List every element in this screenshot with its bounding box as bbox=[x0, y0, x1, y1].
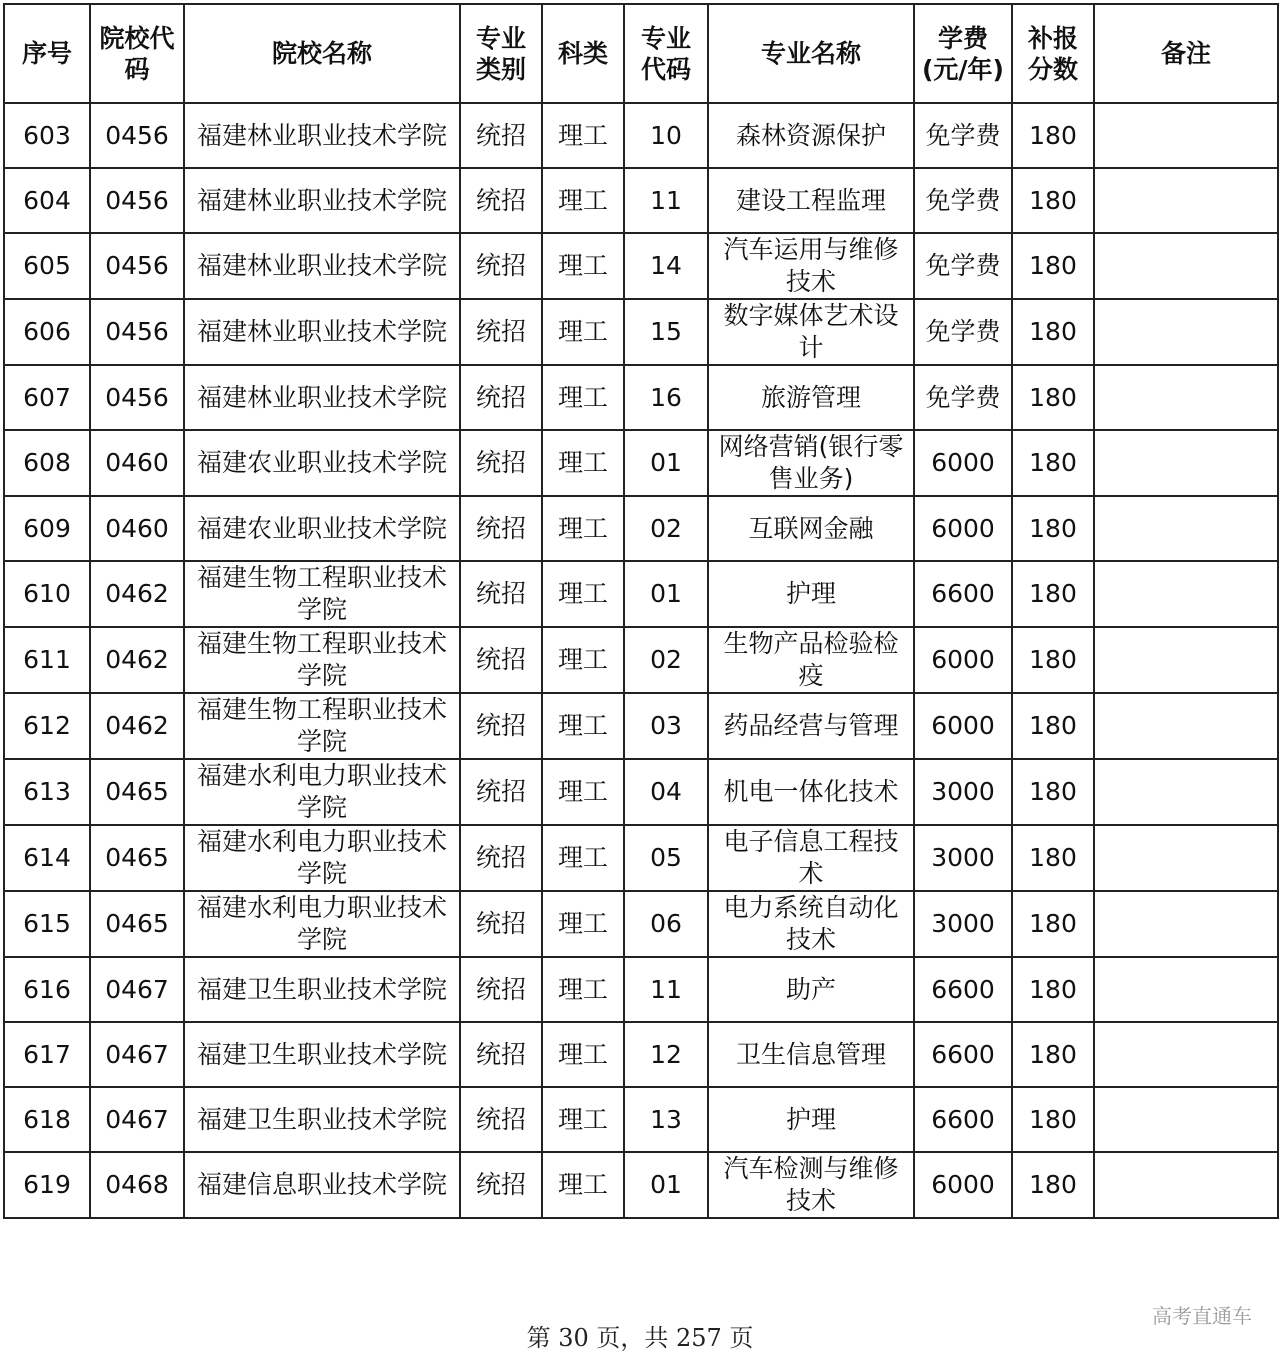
cell-major-name: 卫生信息管理 bbox=[708, 1022, 914, 1087]
cell-remarks bbox=[1094, 825, 1278, 891]
cell-school-name: 福建农业职业技术学院 bbox=[184, 430, 460, 496]
cell-major-code: 02 bbox=[624, 627, 708, 693]
cell-score: 180 bbox=[1012, 627, 1094, 693]
header-score: 补报分数 bbox=[1012, 4, 1094, 103]
cell-subject: 理工 bbox=[542, 891, 624, 957]
header-major-name: 专业名称 bbox=[708, 4, 914, 103]
cell-major-type: 统招 bbox=[460, 299, 542, 365]
cell-tuition: 免学费 bbox=[914, 299, 1012, 365]
cell-score: 180 bbox=[1012, 891, 1094, 957]
cell-seq: 612 bbox=[4, 693, 90, 759]
cell-remarks bbox=[1094, 1152, 1278, 1218]
cell-remarks bbox=[1094, 496, 1278, 561]
cell-major-name: 生物产品检验检疫 bbox=[708, 627, 914, 693]
cell-score: 180 bbox=[1012, 168, 1094, 233]
cell-score: 180 bbox=[1012, 759, 1094, 825]
cell-school-name: 福建生物工程职业技术学院 bbox=[184, 693, 460, 759]
cell-major-code: 02 bbox=[624, 496, 708, 561]
header-seq: 序号 bbox=[4, 4, 90, 103]
cell-major-type: 统招 bbox=[460, 103, 542, 168]
cell-school-name: 福建林业职业技术学院 bbox=[184, 103, 460, 168]
cell-score: 180 bbox=[1012, 1152, 1094, 1218]
cell-school-code: 0456 bbox=[90, 365, 184, 430]
cell-subject: 理工 bbox=[542, 496, 624, 561]
table-row bbox=[4, 1152, 1278, 1218]
cell-remarks bbox=[1094, 957, 1278, 1022]
cell-school-name: 福建信息职业技术学院 bbox=[184, 1152, 460, 1218]
cell-subject: 理工 bbox=[542, 365, 624, 430]
cell-tuition: 6000 bbox=[914, 496, 1012, 561]
header-remarks: 备注 bbox=[1094, 4, 1278, 103]
cell-major-code: 16 bbox=[624, 365, 708, 430]
cell-seq: 616 bbox=[4, 957, 90, 1022]
cell-remarks bbox=[1094, 1022, 1278, 1087]
cell-tuition: 6600 bbox=[914, 1022, 1012, 1087]
cell-seq: 614 bbox=[4, 825, 90, 891]
cell-score: 180 bbox=[1012, 957, 1094, 1022]
cell-seq: 618 bbox=[4, 1087, 90, 1152]
watermark: 高考直通车 bbox=[1152, 1304, 1252, 1328]
cell-seq: 611 bbox=[4, 627, 90, 693]
cell-major-type: 统招 bbox=[460, 561, 542, 627]
admissions-table bbox=[3, 3, 1279, 1219]
cell-major-code: 01 bbox=[624, 430, 708, 496]
cell-major-code: 14 bbox=[624, 233, 708, 299]
cell-school-name: 福建生物工程职业技术学院 bbox=[184, 627, 460, 693]
cell-tuition: 6600 bbox=[914, 1087, 1012, 1152]
cell-school-name: 福建林业职业技术学院 bbox=[184, 168, 460, 233]
cell-tuition: 6000 bbox=[914, 430, 1012, 496]
header-school-name: 院校名称 bbox=[184, 4, 460, 103]
cell-major-code: 03 bbox=[624, 693, 708, 759]
cell-school-code: 0467 bbox=[90, 957, 184, 1022]
cell-major-code: 05 bbox=[624, 825, 708, 891]
cell-major-type: 统招 bbox=[460, 759, 542, 825]
cell-seq: 610 bbox=[4, 561, 90, 627]
cell-seq: 613 bbox=[4, 759, 90, 825]
table-row bbox=[4, 825, 1278, 891]
cell-major-name: 汽车检测与维修技术 bbox=[708, 1152, 914, 1218]
table-row bbox=[4, 1087, 1278, 1152]
table-body bbox=[4, 103, 1278, 1218]
cell-subject: 理工 bbox=[542, 759, 624, 825]
cell-school-name: 福建水利电力职业技术学院 bbox=[184, 759, 460, 825]
table-row bbox=[4, 561, 1278, 627]
cell-major-name: 建设工程监理 bbox=[708, 168, 914, 233]
cell-remarks bbox=[1094, 759, 1278, 825]
cell-tuition: 3000 bbox=[914, 759, 1012, 825]
cell-major-name: 汽车运用与维修技术 bbox=[708, 233, 914, 299]
cell-seq: 609 bbox=[4, 496, 90, 561]
cell-major-type: 统招 bbox=[460, 891, 542, 957]
cell-tuition: 免学费 bbox=[914, 365, 1012, 430]
cell-remarks bbox=[1094, 1087, 1278, 1152]
cell-major-name: 护理 bbox=[708, 561, 914, 627]
cell-tuition: 免学费 bbox=[914, 168, 1012, 233]
cell-school-code: 0465 bbox=[90, 891, 184, 957]
cell-tuition: 6000 bbox=[914, 693, 1012, 759]
cell-remarks bbox=[1094, 103, 1278, 168]
cell-remarks bbox=[1094, 168, 1278, 233]
cell-score: 180 bbox=[1012, 825, 1094, 891]
cell-major-code: 01 bbox=[624, 1152, 708, 1218]
cell-seq: 619 bbox=[4, 1152, 90, 1218]
cell-major-name: 森林资源保护 bbox=[708, 103, 914, 168]
table-row bbox=[4, 299, 1278, 365]
cell-major-type: 统招 bbox=[460, 496, 542, 561]
table-row bbox=[4, 365, 1278, 430]
cell-school-name: 福建卫生职业技术学院 bbox=[184, 957, 460, 1022]
cell-subject: 理工 bbox=[542, 233, 624, 299]
table-row bbox=[4, 693, 1278, 759]
cell-school-name: 福建农业职业技术学院 bbox=[184, 496, 460, 561]
cell-major-code: 11 bbox=[624, 957, 708, 1022]
cell-subject: 理工 bbox=[542, 825, 624, 891]
cell-subject: 理工 bbox=[542, 299, 624, 365]
cell-major-name: 助产 bbox=[708, 957, 914, 1022]
cell-tuition: 6000 bbox=[914, 1152, 1012, 1218]
table-row bbox=[4, 430, 1278, 496]
cell-tuition: 3000 bbox=[914, 891, 1012, 957]
cell-school-code: 0467 bbox=[90, 1022, 184, 1087]
cell-school-code: 0462 bbox=[90, 627, 184, 693]
cell-major-type: 统招 bbox=[460, 1022, 542, 1087]
cell-school-name: 福建林业职业技术学院 bbox=[184, 299, 460, 365]
cell-major-code: 13 bbox=[624, 1087, 708, 1152]
cell-major-type: 统招 bbox=[460, 627, 542, 693]
table-row bbox=[4, 957, 1278, 1022]
header-tuition: 学费(元/年) bbox=[914, 4, 1012, 103]
cell-school-code: 0468 bbox=[90, 1152, 184, 1218]
cell-major-type: 统招 bbox=[460, 430, 542, 496]
cell-subject: 理工 bbox=[542, 1022, 624, 1087]
cell-remarks bbox=[1094, 627, 1278, 693]
cell-school-code: 0467 bbox=[90, 1087, 184, 1152]
cell-subject: 理工 bbox=[542, 1152, 624, 1218]
cell-tuition: 免学费 bbox=[914, 103, 1012, 168]
cell-school-name: 福建生物工程职业技术学院 bbox=[184, 561, 460, 627]
header-major-code: 专业代码 bbox=[624, 4, 708, 103]
cell-major-name: 机电一体化技术 bbox=[708, 759, 914, 825]
cell-subject: 理工 bbox=[542, 430, 624, 496]
cell-score: 180 bbox=[1012, 1087, 1094, 1152]
cell-major-name: 数字媒体艺术设计 bbox=[708, 299, 914, 365]
cell-major-type: 统招 bbox=[460, 825, 542, 891]
header-subject: 科类 bbox=[542, 4, 624, 103]
cell-score: 180 bbox=[1012, 233, 1094, 299]
cell-school-name: 福建水利电力职业技术学院 bbox=[184, 891, 460, 957]
table-row bbox=[4, 759, 1278, 825]
cell-score: 180 bbox=[1012, 103, 1094, 168]
cell-school-code: 0460 bbox=[90, 430, 184, 496]
cell-score: 180 bbox=[1012, 496, 1094, 561]
cell-seq: 606 bbox=[4, 299, 90, 365]
cell-remarks bbox=[1094, 693, 1278, 759]
cell-tuition: 6600 bbox=[914, 957, 1012, 1022]
table-row bbox=[4, 168, 1278, 233]
cell-school-code: 0462 bbox=[90, 693, 184, 759]
cell-major-type: 统招 bbox=[460, 168, 542, 233]
cell-school-code: 0456 bbox=[90, 233, 184, 299]
cell-seq: 604 bbox=[4, 168, 90, 233]
cell-major-type: 统招 bbox=[460, 365, 542, 430]
cell-subject: 理工 bbox=[542, 1087, 624, 1152]
cell-school-code: 0456 bbox=[90, 299, 184, 365]
cell-score: 180 bbox=[1012, 430, 1094, 496]
cell-tuition: 6600 bbox=[914, 561, 1012, 627]
cell-major-name: 电力系统自动化技术 bbox=[708, 891, 914, 957]
header-major-type: 专业类别 bbox=[460, 4, 542, 103]
table-row bbox=[4, 891, 1278, 957]
cell-school-code: 0465 bbox=[90, 759, 184, 825]
table-row bbox=[4, 1022, 1278, 1087]
cell-major-code: 06 bbox=[624, 891, 708, 957]
cell-subject: 理工 bbox=[542, 693, 624, 759]
cell-seq: 605 bbox=[4, 233, 90, 299]
cell-school-name: 福建水利电力职业技术学院 bbox=[184, 825, 460, 891]
cell-score: 180 bbox=[1012, 561, 1094, 627]
header-school-code: 院校代码 bbox=[90, 4, 184, 103]
cell-tuition: 免学费 bbox=[914, 233, 1012, 299]
cell-subject: 理工 bbox=[542, 103, 624, 168]
cell-school-code: 0460 bbox=[90, 496, 184, 561]
cell-major-type: 统招 bbox=[460, 1087, 542, 1152]
cell-major-code: 12 bbox=[624, 1022, 708, 1087]
cell-tuition: 6000 bbox=[914, 627, 1012, 693]
cell-subject: 理工 bbox=[542, 957, 624, 1022]
cell-major-name: 电子信息工程技术 bbox=[708, 825, 914, 891]
cell-remarks bbox=[1094, 561, 1278, 627]
cell-seq: 617 bbox=[4, 1022, 90, 1087]
table-row bbox=[4, 233, 1278, 299]
cell-major-type: 统招 bbox=[460, 693, 542, 759]
cell-school-name: 福建卫生职业技术学院 bbox=[184, 1022, 460, 1087]
header-row bbox=[4, 4, 1278, 103]
cell-school-name: 福建林业职业技术学院 bbox=[184, 365, 460, 430]
cell-score: 180 bbox=[1012, 365, 1094, 430]
cell-school-code: 0465 bbox=[90, 825, 184, 891]
cell-major-name: 护理 bbox=[708, 1087, 914, 1152]
cell-major-name: 药品经营与管理 bbox=[708, 693, 914, 759]
cell-major-name: 网络营销(银行零售业务) bbox=[708, 430, 914, 496]
cell-major-code: 04 bbox=[624, 759, 708, 825]
cell-subject: 理工 bbox=[542, 168, 624, 233]
cell-major-code: 15 bbox=[624, 299, 708, 365]
cell-remarks bbox=[1094, 233, 1278, 299]
cell-seq: 615 bbox=[4, 891, 90, 957]
page-number-footer: 第 30 页，共 257 页 bbox=[526, 1324, 754, 1352]
cell-school-code: 0456 bbox=[90, 103, 184, 168]
cell-tuition: 3000 bbox=[914, 825, 1012, 891]
cell-major-type: 统招 bbox=[460, 1152, 542, 1218]
cell-remarks bbox=[1094, 430, 1278, 496]
cell-seq: 607 bbox=[4, 365, 90, 430]
cell-school-name: 福建林业职业技术学院 bbox=[184, 233, 460, 299]
cell-school-name: 福建卫生职业技术学院 bbox=[184, 1087, 460, 1152]
cell-score: 180 bbox=[1012, 1022, 1094, 1087]
cell-remarks bbox=[1094, 365, 1278, 430]
cell-school-code: 0456 bbox=[90, 168, 184, 233]
table-row bbox=[4, 496, 1278, 561]
cell-score: 180 bbox=[1012, 299, 1094, 365]
cell-subject: 理工 bbox=[542, 627, 624, 693]
cell-major-code: 11 bbox=[624, 168, 708, 233]
cell-major-type: 统招 bbox=[460, 957, 542, 1022]
table-header bbox=[4, 4, 1278, 103]
cell-remarks bbox=[1094, 891, 1278, 957]
cell-seq: 608 bbox=[4, 430, 90, 496]
cell-school-code: 0462 bbox=[90, 561, 184, 627]
cell-subject: 理工 bbox=[542, 561, 624, 627]
cell-major-name: 互联网金融 bbox=[708, 496, 914, 561]
cell-major-type: 统招 bbox=[460, 233, 542, 299]
cell-seq: 603 bbox=[4, 103, 90, 168]
cell-major-name: 旅游管理 bbox=[708, 365, 914, 430]
cell-score: 180 bbox=[1012, 693, 1094, 759]
table-row bbox=[4, 103, 1278, 168]
table-row bbox=[4, 627, 1278, 693]
cell-major-code: 10 bbox=[624, 103, 708, 168]
cell-major-code: 01 bbox=[624, 561, 708, 627]
cell-remarks bbox=[1094, 299, 1278, 365]
